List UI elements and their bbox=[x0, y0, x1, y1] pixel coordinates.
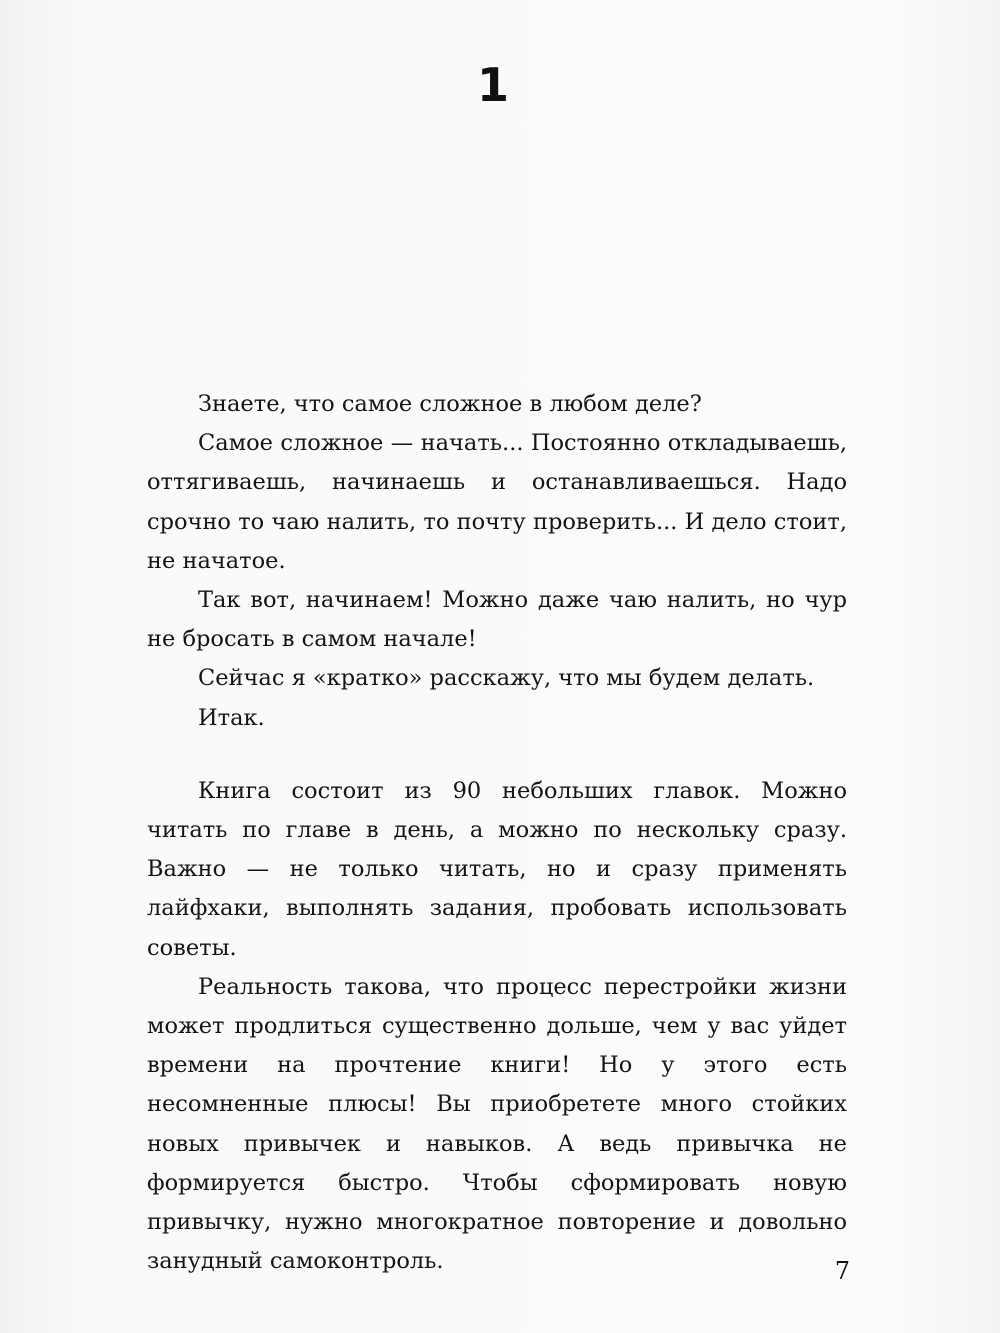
paragraph: Книга состоит из 90 небольших главок. Можно читать по главе в день, а можно по нескольку сразу. Важно — не только читать, но и сразу применять лайфхаки, выполнять задания, пробовать использовать советы. bbox=[147, 777, 847, 961]
paragraph: Самое сложное — начать... Постоянно откладываешь, оттягиваешь, начинаешь и останавливаешься. Надо срочно то чаю налить, то почту проверить... И дело стоит, не начатое. bbox=[147, 430, 847, 574]
chapter-text bbox=[147, 385, 847, 1281]
paragraph: Итак. bbox=[198, 704, 265, 731]
paragraph: Так вот, начинаем! Можно даже чаю налить, но чур не бросать в самом начале! bbox=[147, 587, 847, 653]
paragraph: Реальность такова, что процесс перестройки жизни может продлиться существенно дольше, чем у вас уйдет времени на прочтение книги! Но у этого есть несомненные плюсы! Вы приобретете много стойких новых привычек и навыков. А ведь привычка не формируется быстро. Чтобы сформировать новую привычку, нужно многократное повторение и довольно занудный самоконтроль. bbox=[147, 973, 847, 1275]
page-number: 7 bbox=[834, 1257, 850, 1285]
paragraph: Сейчас я «кратко» расскажу, что мы будем делать. bbox=[198, 665, 815, 692]
paragraph: Знаете, что самое сложное в любом деле? bbox=[198, 391, 702, 417]
chapter-number: 1 bbox=[476, 58, 509, 112]
